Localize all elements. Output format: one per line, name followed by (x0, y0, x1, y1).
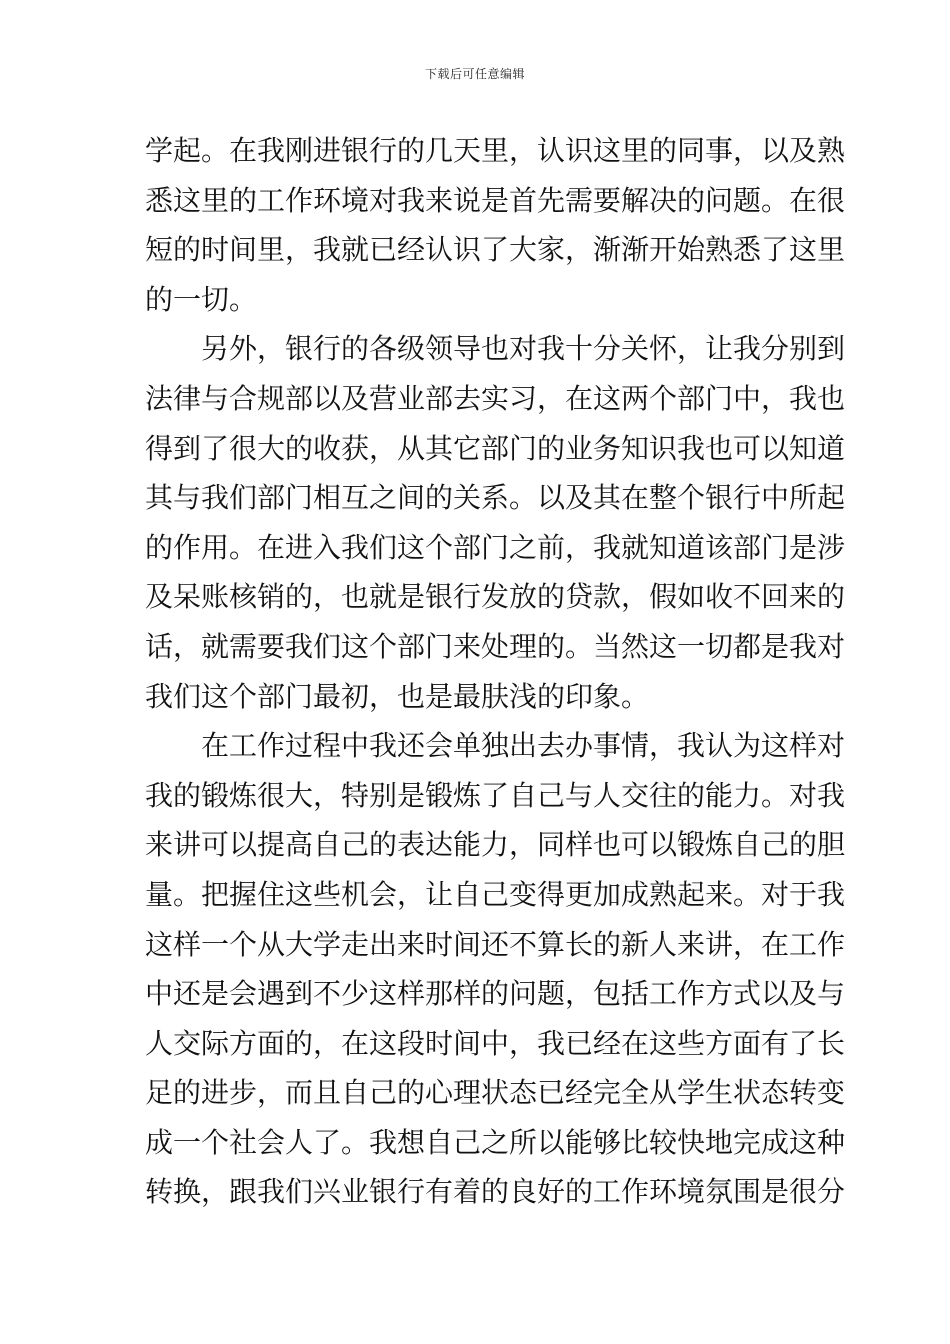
text-line: 人交际方面的，在这段时间中，我已经在这些方面有了长 (145, 1026, 846, 1060)
text-line: 中还是会遇到不少这样那样的问题，包括工作方式以及与 (145, 977, 846, 1011)
text-line: 得到了很大的收获，从其它部门的业务知识我也可以知道 (145, 431, 846, 465)
text-line: 的作用。在进入我们这个部门之前，我就知道该部门是涉 (145, 530, 846, 564)
text-line: 学起。在我刚进银行的几天里，认识这里的同事，以及熟 (145, 134, 846, 167)
text-line: 法律与合规部以及营业部去实习，在这两个部门中，我也 (145, 381, 846, 415)
paragraph-first-line: 另外，银行的各级领导也对我十分关怀，让我分别到 (201, 332, 846, 366)
text-line: 我的锻炼很大，特别是锻炼了自己与人交往的能力。对我 (145, 778, 846, 812)
text-line: 来讲可以提高自己的表达能力，同样也可以锻炼自己的胆 (145, 828, 846, 862)
page-header: 下载后可任意编辑 (424, 67, 525, 81)
body-text (145, 126, 846, 1217)
text-line: 量。把握住这些机会，让自己变得更加成熟起来。对于我 (145, 877, 846, 911)
text-line: 话，就需要我们这个部门来处理的。当然这一切都是我对 (145, 629, 846, 663)
text-line: 其与我们部门相互之间的关系。以及其在整个银行中所起 (145, 481, 846, 515)
text-line: 转换，跟我们兴业银行有着的良好的工作环境氛围是很分 (145, 1175, 846, 1209)
text-line: 这样一个从大学走出来时间还不算长的新人来讲，在工作 (145, 927, 846, 961)
text-line: 悉这里的工作环境对我来说是首先需要解决的问题。在很 (145, 183, 846, 217)
text-line: 及呆账核销的，也就是银行发放的贷款，假如收不回来的 (145, 580, 846, 614)
paragraph-first-line: 在工作过程中我还会单独出去办事情，我认为这样对 (201, 729, 846, 763)
text-line: 成一个社会人了。我想自己之所以能够比较快地完成这种 (145, 1125, 846, 1159)
text-line: 我们这个部门最初，也是最肤浅的印象。 (145, 679, 650, 713)
text-line: 足的进步，而且自己的心理状态已经完全从学生状态转变 (145, 1076, 846, 1110)
text-line: 短的时间里，我就已经认识了大家，渐渐开始熟悉了这里 (145, 233, 846, 267)
text-line: 的一切。 (145, 282, 258, 316)
